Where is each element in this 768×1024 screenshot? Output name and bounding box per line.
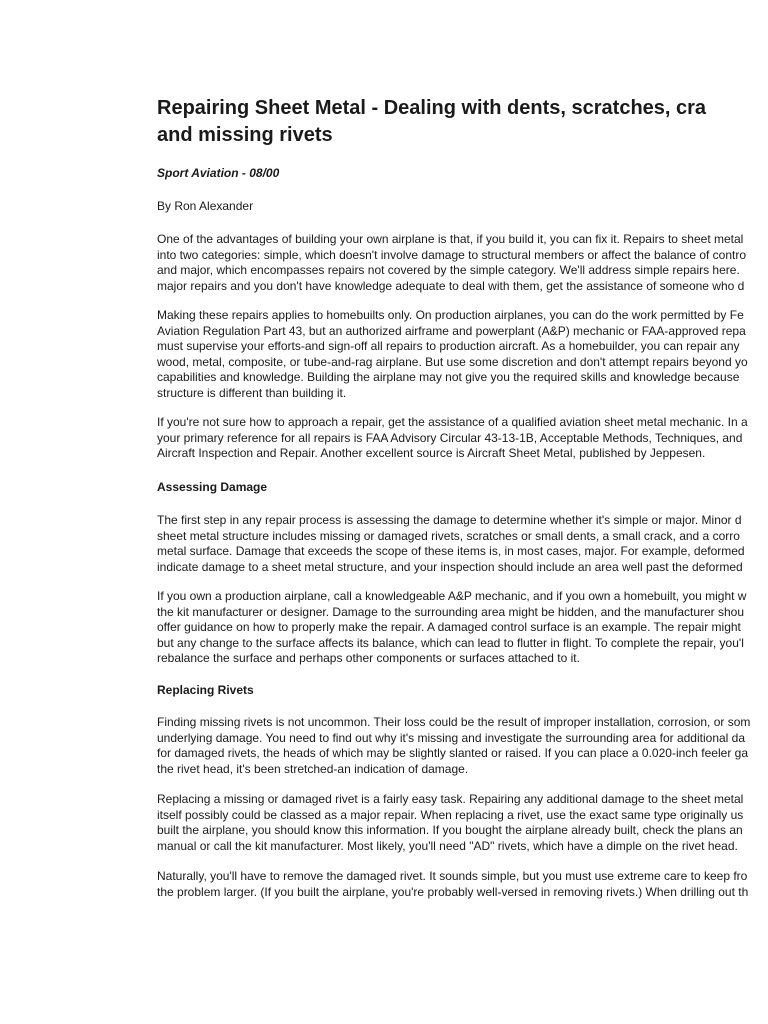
paragraph-line: major repairs and you don't have knowledge adequate to deal with them, get the assistance of someone who d	[157, 278, 745, 293]
paragraph-line: underlying damage. You need to find out why it's missing and investigate the surrounding area for additional da	[157, 730, 746, 745]
paragraph-line: wood, metal, composite, or tube-and-rag airplane. But use some discretion and don't attempt repairs beyond yo	[157, 354, 748, 369]
paragraph-line: If you're not sure how to approach a repair, get the assistance of a qualified aviation sheet metal mechanic. In a	[157, 415, 748, 429]
article-title	[157, 95, 768, 149]
article-title-line-2: and missing rivets	[157, 124, 333, 146]
paragraph-line: capabilities and knowledge. Building the airplane may not give you the required skills and knowledge because	[157, 370, 740, 384]
paragraph-line: If you own a production airplane, call a knowledgeable A&P mechanic, and if you own a homebuilt, you might w	[157, 589, 747, 603]
article-author: By Ron Alexander	[157, 199, 254, 213]
paragraph-1	[157, 232, 746, 294]
paragraph-3	[157, 415, 748, 462]
paragraph-line: and major, which encompasses repairs not covered by the simple category. We'll address simple repairs here.	[157, 263, 740, 277]
article-title-line-1: Repairing Sheet Metal - Dealing with dents, scratches, cra	[157, 97, 707, 119]
paragraph-line: must supervise your efforts-and sign-off all repairs to production aircraft. As a homebuilder, you can repair any	[157, 339, 740, 353]
paragraph-line: but any change to the surface affects its balance, which can lead to flutter in flight. To complete the repair, you'l	[157, 635, 744, 650]
paragraph-line: the kit manufacturer or designer. Damage to the surrounding area might be hidden, and the manufacturer shou	[157, 604, 745, 619]
paragraph-line: sheet metal structure includes missing or damaged rivets, scratches or small dents, a small crack, and a corro	[157, 528, 740, 543]
paragraph-5	[157, 589, 746, 667]
paragraph-line: into two categories: simple, which doesn't involve damage to structural members or affect the balance of contro	[157, 247, 747, 262]
heading-assessing-damage: Assessing Damage	[157, 480, 268, 494]
paragraph-line: itself possibly could be classed as a major repair. When replacing a rivet, use the exact same type originally us	[157, 807, 744, 822]
paragraph-line: metal surface. Damage that exceeds the scope of these items is, in most cases, major. For example, deformed	[157, 544, 745, 558]
paragraph-line: One of the advantages of building your own airplane is that, if you build it, you can fix it. Repairs to sheet metal	[157, 232, 744, 246]
paragraph-4	[157, 513, 745, 575]
paragraph-line: Aviation Regulation Part 43, but an authorized airframe and powerplant (A&P) mechanic or FAA-approved repa	[157, 323, 746, 338]
paragraph-line: the problem larger. (If you built the airplane, you're probably well-versed in removing rivets.) When drilling out th	[157, 884, 749, 899]
paragraph-8	[157, 869, 748, 900]
paragraph-line: for damaged rivets, the heads of which may be slightly slanted or raised. If you can place a 0.020-inch feeler ga	[157, 746, 748, 760]
article-source: Sport Aviation - 08/00	[157, 166, 280, 180]
paragraph-line: structure is different than building it.	[157, 385, 347, 400]
paragraph-line: built the airplane, you should know this information. If you bought the airplane already built, check the plans an	[157, 823, 743, 837]
paragraph-line: Naturally, you'll have to remove the damaged rivet. It sounds simple, but you must use extreme care to keep fro	[157, 869, 748, 883]
paragraph-7	[157, 792, 743, 854]
paragraph-line: manual or call the kit manufacturer. Most likely, you'll need "AD" rivets, which have a dimple on the rivet head.	[157, 838, 738, 853]
paragraph-line: rebalance the surface and perhaps other components or surfaces attached to it.	[157, 651, 580, 665]
paragraph-2	[157, 308, 748, 401]
article	[157, 95, 768, 899]
paragraph-line: Finding missing rivets is not uncommon. Their loss could be the result of improper installation, corrosion, or som	[157, 715, 751, 729]
paragraph-line: offer guidance on how to properly make the repair. A damaged control surface is an example. The repair might	[157, 620, 741, 634]
paragraph-line: Making these repairs applies to homebuilts only. On production airplanes, you can do the work permitted by Fe	[157, 308, 744, 322]
paragraph-line: The first step in any repair process is assessing the damage to determine whether it's simple or major. Minor d	[157, 513, 742, 527]
paragraph-line: Replacing a missing or damaged rivet is a fairly easy task. Repairing any additional damage to the sheet metal	[157, 792, 744, 806]
paragraph-line: indicate damage to a sheet metal structure, and your inspection should include an area well past the deformed	[157, 559, 743, 574]
paragraph-line: Aircraft Inspection and Repair. Another excellent source is Aircraft Sheet Metal, published by Jeppesen.	[157, 446, 706, 460]
paragraph-6	[157, 715, 750, 777]
paragraph-line: your primary reference for all repairs is FAA Advisory Circular 43-13-1B, Acceptable Methods, Techniques, and	[157, 430, 743, 445]
heading-replacing-rivets: Replacing Rivets	[157, 683, 254, 697]
paragraph-line: the rivet head, it's been stretched-an indication of damage.	[157, 761, 469, 776]
